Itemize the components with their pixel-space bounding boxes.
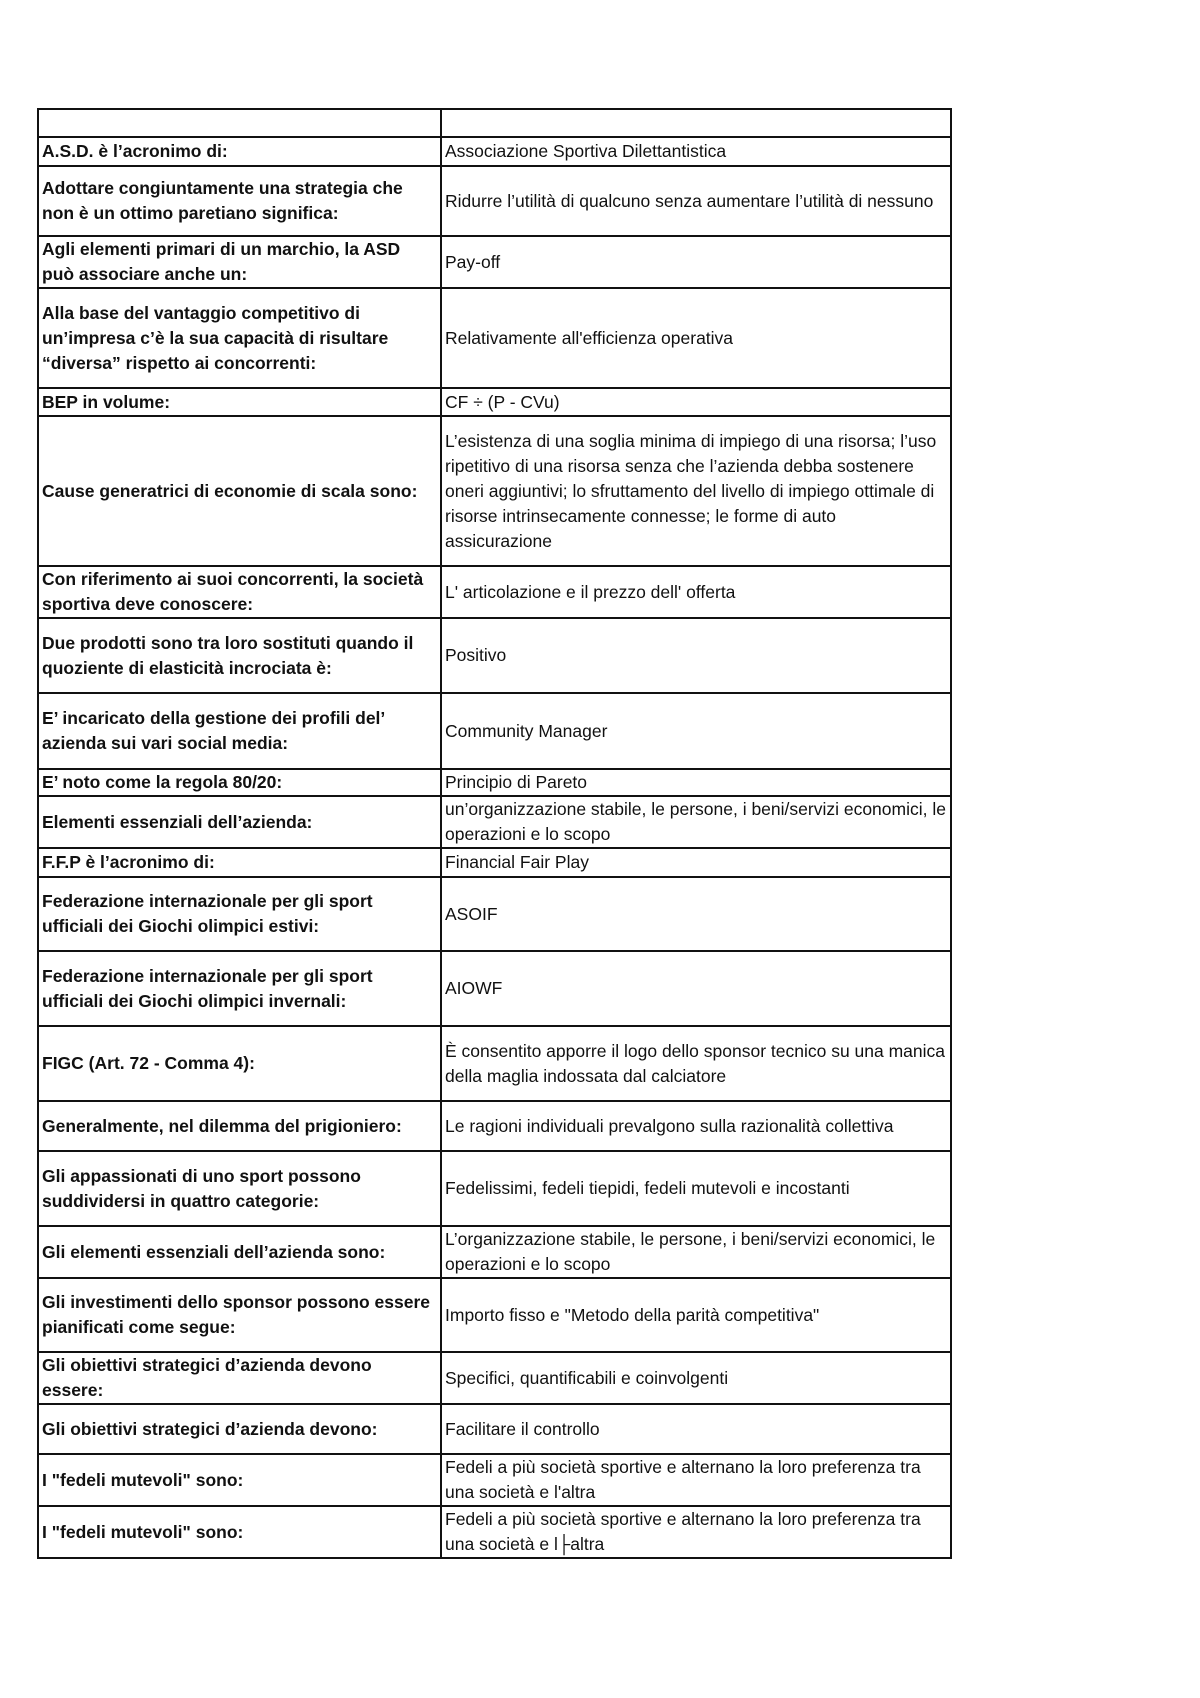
answer-cell: Associazione Sportiva Dilettantistica <box>441 137 951 166</box>
table-row <box>38 877 951 951</box>
question-cell: Con riferimento ai suoi concorrenti, la società sportiva deve conoscere: <box>38 566 441 618</box>
header-cell-answer <box>441 109 951 137</box>
question-cell: Cause generatrici di economie di scala sono: <box>38 416 441 566</box>
question-cell: Alla base del vantaggio competitivo di un’impresa c’è la sua capacità di risultare “diversa” rispetto ai concorrenti: <box>38 288 441 388</box>
answer-cell: Relativamente all'efficienza operativa <box>441 288 951 388</box>
answer-cell: Fedeli a più società sportive e alternano la loro preferenza tra una società e l'altra <box>441 1454 951 1506</box>
table-row <box>38 137 951 166</box>
table-row <box>38 1352 951 1404</box>
answer-cell: L’esistenza di una soglia minima di impiego di una risorsa; l’uso ripetitivo di una risorsa senza che l’azienda debba sostenere oneri aggiuntivi; lo sfruttamento del livello di impiego ottimale di risorse intrinsecamente connesse; le forme di auto assicurazione <box>441 416 951 566</box>
answer-cell: CF ÷ (P - CVu) <box>441 388 951 416</box>
question-cell: Gli investimenti dello sponsor possono essere pianificati come segue: <box>38 1278 441 1352</box>
question-cell: Gli obiettivi strategici d’azienda devono essere: <box>38 1352 441 1404</box>
answer-cell: ASOIF <box>441 877 951 951</box>
table-row <box>38 236 951 288</box>
question-cell: Gli elementi essenziali dell’azienda sono: <box>38 1226 441 1278</box>
table-row <box>38 1101 951 1151</box>
answer-cell: Pay-off <box>441 236 951 288</box>
table-row <box>38 166 951 236</box>
question-cell: E’ incaricato della gestione dei profili del’ azienda sui vari social media: <box>38 693 441 769</box>
table-row <box>38 1404 951 1454</box>
question-cell: FIGC (Art. 72 - Comma 4): <box>38 1026 441 1101</box>
question-cell: Elementi essenziali dell’azienda: <box>38 796 441 848</box>
table-row <box>38 796 951 848</box>
question-cell: A.S.D. è l’acronimo di: <box>38 137 441 166</box>
question-cell: E’ noto come la regola 80/20: <box>38 769 441 796</box>
answer-cell: Fedeli a più società sportive e alternano la loro preferenza tra una società e l├altra <box>441 1506 951 1558</box>
qa-table <box>37 108 952 1559</box>
table-row <box>38 566 951 618</box>
question-cell: Federazione internazionale per gli sport ufficiali dei Giochi olimpici estivi: <box>38 877 441 951</box>
question-cell: I "fedeli mutevoli" sono: <box>38 1506 441 1558</box>
header-row <box>38 109 951 137</box>
answer-cell: AIOWF <box>441 951 951 1026</box>
question-cell: Generalmente, nel dilemma del prigioniero: <box>38 1101 441 1151</box>
answer-cell: Community Manager <box>441 693 951 769</box>
answer-cell: un’organizzazione stabile, le persone, i beni/servizi economici, le operazioni e lo scopo <box>441 796 951 848</box>
question-cell: Due prodotti sono tra loro sostituti quando il quoziente di elasticità incrociata è: <box>38 618 441 693</box>
table-row <box>38 1454 951 1506</box>
answer-cell: Fedelissimi, fedeli tiepidi, fedeli mutevoli e incostanti <box>441 1151 951 1226</box>
question-cell: Gli appassionati di uno sport possono suddividersi in quattro categorie: <box>38 1151 441 1226</box>
table-row <box>38 1226 951 1278</box>
answer-cell: Specifici, quantificabili e coinvolgenti <box>441 1352 951 1404</box>
table-row <box>38 1151 951 1226</box>
question-cell: F.F.P è l’acronimo di: <box>38 848 441 877</box>
question-cell: Agli elementi primari di un marchio, la ASD può associare anche un: <box>38 236 441 288</box>
table-row <box>38 288 951 388</box>
answer-cell: Positivo <box>441 618 951 693</box>
table-row <box>38 769 951 796</box>
answer-cell: Ridurre l’utilità di qualcuno senza aumentare l’utilità di nessuno <box>441 166 951 236</box>
answer-cell: Principio di Pareto <box>441 769 951 796</box>
answer-cell: Financial Fair Play <box>441 848 951 877</box>
answer-cell: L' articolazione e il prezzo dell' offerta <box>441 566 951 618</box>
answer-cell: È consentito apporre il logo dello sponsor tecnico su una manica della maglia indossata dal calciatore <box>441 1026 951 1101</box>
table-row <box>38 618 951 693</box>
question-cell: I "fedeli mutevoli" sono: <box>38 1454 441 1506</box>
question-cell: Gli obiettivi strategici d’azienda devono: <box>38 1404 441 1454</box>
table-row <box>38 1026 951 1101</box>
table-row <box>38 693 951 769</box>
table-row <box>38 416 951 566</box>
answer-cell: L’organizzazione stabile, le persone, i beni/servizi economici, le operazioni e lo scopo <box>441 1226 951 1278</box>
question-cell: BEP in volume: <box>38 388 441 416</box>
answer-cell: Importo fisso e "Metodo della parità competitiva" <box>441 1278 951 1352</box>
table-row <box>38 1278 951 1352</box>
question-cell: Adottare congiuntamente una strategia che non è un ottimo paretiano significa: <box>38 166 441 236</box>
table-row <box>38 388 951 416</box>
answer-cell: Le ragioni individuali prevalgono sulla razionalità collettiva <box>441 1101 951 1151</box>
answer-cell: Facilitare il controllo <box>441 1404 951 1454</box>
table-row <box>38 1506 951 1558</box>
table-row <box>38 951 951 1026</box>
table-row <box>38 848 951 877</box>
question-cell: Federazione internazionale per gli sport ufficiali dei Giochi olimpici invernali: <box>38 951 441 1026</box>
header-cell-question <box>38 109 441 137</box>
